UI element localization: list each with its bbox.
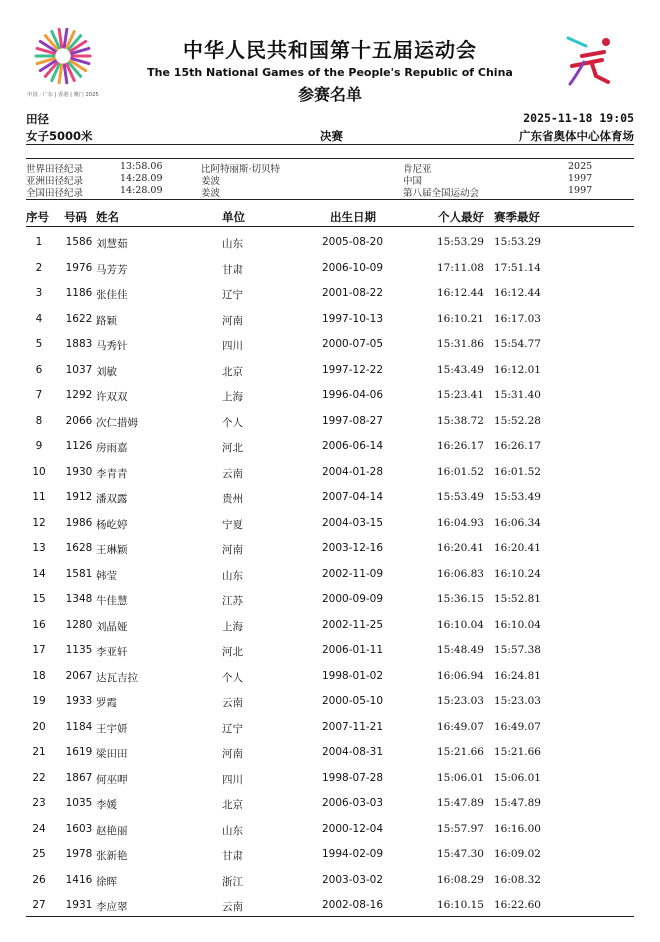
- header-name: 姓名: [96, 210, 119, 224]
- athlete-seq: 13: [32, 542, 46, 554]
- athlete-name: 刘敏: [96, 365, 117, 378]
- athlete-dob: 2004-08-31: [322, 746, 384, 758]
- athlete-bib: 1280: [65, 618, 93, 631]
- athlete-name: 张新艳: [96, 850, 128, 862]
- athlete-name: 牛佳慧: [96, 595, 128, 607]
- header-pb: 个人最好: [438, 210, 484, 224]
- athlete-personal-best: 15:43.49: [437, 363, 484, 376]
- record-row: [26, 185, 634, 197]
- games-title-cn: 中华人民共和国第十五届运动会: [183, 38, 477, 62]
- athlete-dob: 2005-08-20: [322, 236, 384, 248]
- table-row: [26, 612, 634, 638]
- record-type: 世界田径纪录: [26, 164, 84, 175]
- athlete-dob: 2001-08-22: [322, 287, 384, 299]
- record-year: 1997: [568, 173, 593, 184]
- athlete-season-best: 16:49.07: [494, 720, 541, 733]
- athlete-personal-best: 16:08.29: [437, 873, 484, 886]
- athlete-bib: 1933: [65, 695, 93, 707]
- athlete-bib: 1912: [65, 491, 93, 503]
- athlete-unit: 上海: [222, 620, 243, 633]
- athlete-unit: 宁夏: [222, 518, 243, 531]
- athlete-seq: 15: [32, 593, 46, 605]
- athlete-bib: 1976: [65, 261, 93, 274]
- table-row: [26, 382, 634, 408]
- athlete-season-best: 15:53.29: [494, 236, 541, 248]
- athlete-bib: 1978: [65, 848, 93, 860]
- athlete-name: 马芳芳: [96, 263, 128, 276]
- athlete-dob: 2006-01-11: [322, 644, 384, 656]
- athlete-season-best: 15:53.49: [494, 491, 541, 503]
- athlete-dob: 2000-05-10: [322, 695, 384, 707]
- table-row: [26, 663, 634, 689]
- record-year: 2025: [568, 161, 593, 172]
- athlete-unit: 云南: [222, 697, 243, 709]
- athlete-personal-best: 16:10.15: [437, 899, 484, 911]
- athlete-bib: 1135: [65, 644, 93, 656]
- record-time: 14:28.09: [120, 173, 163, 184]
- athlete-seq: 9: [35, 440, 43, 452]
- athlete-bib: 1348: [65, 593, 93, 605]
- athlete-season-best: 16:09.02: [494, 848, 541, 860]
- athlete-seq: 4: [35, 312, 43, 325]
- athlete-bib: 1931: [65, 899, 93, 911]
- document-title: 参赛名单: [297, 85, 362, 104]
- athlete-seq: 25: [32, 848, 46, 860]
- athlete-bib: 1628: [65, 542, 93, 554]
- record-holder: 比阿特丽斯·切贝特: [201, 164, 281, 175]
- athlete-personal-best: 15:47.89: [437, 797, 484, 809]
- athlete-unit: 山东: [222, 238, 243, 250]
- athlete-personal-best: 15:23.03: [437, 695, 484, 707]
- athlete-seq: 11: [32, 491, 46, 503]
- athlete-name: 李亚轩: [96, 646, 128, 658]
- athlete-season-best: 15:21.66: [494, 746, 541, 758]
- athlete-personal-best: 15:53.29: [437, 236, 484, 248]
- athlete-unit: 云南: [222, 467, 243, 480]
- logo-caption: 中国 · 广东 | 香港 | 澳门 2025: [27, 92, 99, 98]
- header-dob: 出生日期: [330, 210, 376, 224]
- athlete-season-best: 16:12.01: [494, 363, 541, 376]
- record-type: 亚洲田径纪录: [26, 176, 84, 187]
- table-row: [26, 357, 634, 383]
- athlete-name: 赵艳丽: [96, 824, 128, 837]
- athlete-dob: 2003-12-16: [322, 542, 384, 554]
- athlete-bib: 1930: [65, 465, 93, 478]
- athlete-name: 徐晖: [96, 875, 117, 888]
- athlete-seq: 12: [32, 516, 46, 529]
- athlete-unit: 河南: [222, 314, 243, 327]
- table-row: [26, 816, 634, 842]
- athlete-dob: 1997-12-22: [322, 363, 384, 376]
- header-sb: 赛季最好: [494, 210, 540, 224]
- table-row: [26, 255, 634, 281]
- table-row: [26, 637, 634, 663]
- athlete-personal-best: 16:06.94: [437, 669, 484, 682]
- table-row: [26, 484, 634, 510]
- round-label: 决赛: [320, 129, 343, 143]
- header-bib: 号码: [64, 210, 87, 224]
- athlete-seq: 23: [32, 797, 46, 809]
- athlete-bib: 1292: [65, 389, 93, 401]
- record-row: [26, 173, 634, 185]
- athlete-dob: 2000-12-04: [322, 822, 384, 835]
- athlete-bib: 1126: [65, 440, 93, 452]
- table-row: [26, 331, 634, 357]
- athlete-season-best: 16:06.34: [494, 516, 541, 529]
- record-place: 中国: [403, 176, 423, 187]
- athlete-dob: 1998-01-02: [322, 669, 384, 682]
- athlete-personal-best: 16:10.21: [437, 312, 484, 325]
- athlete-season-best: 15:52.28: [494, 414, 541, 427]
- athlete-personal-best: 15:06.01: [437, 771, 484, 784]
- athlete-bib: 1619: [65, 746, 93, 758]
- athlete-personal-best: 15:38.72: [437, 414, 484, 427]
- athlete-unit: 河南: [222, 748, 243, 760]
- athlete-dob: 2002-08-16: [322, 899, 384, 911]
- athlete-bib: 1186: [65, 287, 93, 299]
- athlete-season-best: 16:01.52: [494, 465, 541, 478]
- athlete-dob: 2006-03-03: [322, 797, 384, 809]
- athlete-seq: 22: [32, 771, 46, 784]
- athlete-name: 王宇妍: [96, 722, 128, 735]
- athlete-unit: 辽宁: [222, 289, 243, 301]
- athlete-name: 次仁措姆: [96, 416, 138, 429]
- table-row: [26, 408, 634, 434]
- athlete-unit: 辽宁: [222, 722, 243, 735]
- meta-row-2: [26, 128, 634, 145]
- athlete-season-best: 15:06.01: [494, 771, 541, 784]
- athlete-seq: 2: [35, 261, 43, 274]
- athlete-name: 杨屹婷: [96, 518, 128, 531]
- athlete-dob: 2004-03-15: [322, 516, 384, 529]
- table-row: [26, 739, 634, 765]
- athlete-season-best: 15:23.03: [494, 695, 541, 707]
- athlete-dob: 2003-03-02: [322, 873, 384, 886]
- start-list: [26, 229, 634, 918]
- records-table: [26, 158, 634, 200]
- header-seq: 序号: [26, 210, 49, 224]
- table-row: [26, 790, 634, 816]
- athlete-bib: 1986: [65, 516, 93, 529]
- athlete-dob: 1996-04-06: [322, 389, 384, 401]
- athlete-bib: 2066: [65, 414, 93, 427]
- athlete-dob: 1997-08-27: [322, 414, 384, 427]
- athlete-dob: 2002-11-09: [322, 567, 384, 580]
- record-holder: 姜波: [201, 188, 221, 199]
- venue-label: 广东省奥体中心体育场: [519, 129, 634, 143]
- athlete-seq: 14: [32, 567, 46, 580]
- record-time: 13:58.06: [120, 161, 163, 172]
- table-row: [26, 510, 634, 536]
- athlete-name: 刘慧茹: [96, 238, 128, 250]
- athlete-bib: 1037: [65, 363, 93, 376]
- footer-divider: [26, 916, 634, 917]
- table-row: [26, 867, 634, 893]
- table-row: [26, 229, 634, 255]
- athlete-unit: 河北: [222, 442, 243, 454]
- athlete-bib: 1035: [65, 797, 93, 809]
- athlete-unit: 云南: [222, 901, 243, 913]
- athlete-seq: 10: [32, 465, 46, 478]
- athlete-personal-best: 17:11.08: [437, 261, 484, 274]
- header-unit: 单位: [222, 210, 245, 224]
- athlete-seq: 19: [32, 695, 46, 707]
- athlete-personal-best: 15:57.97: [437, 822, 484, 835]
- record-holder: 姜波: [201, 176, 221, 187]
- sport-label: 田径: [26, 112, 49, 126]
- athlete-name: 潘双露: [96, 493, 128, 505]
- athlete-dob: 2006-10-09: [322, 261, 384, 274]
- athlete-unit: 浙江: [222, 875, 243, 888]
- athlete-season-best: 16:16.00: [494, 822, 541, 835]
- athlete-name: 何巫呷: [96, 773, 128, 786]
- athlete-unit: 甘肃: [222, 850, 243, 862]
- athlete-dob: 2004-01-28: [322, 465, 384, 478]
- table-row: [26, 688, 634, 714]
- athlete-dob: 2000-09-09: [322, 593, 384, 605]
- athlete-dob: 2002-11-25: [322, 618, 384, 631]
- athlete-unit: 北京: [222, 365, 243, 378]
- athlete-personal-best: 16:20.41: [437, 542, 484, 554]
- athlete-seq: 20: [32, 720, 46, 733]
- athlete-dob: 2007-11-21: [322, 720, 384, 733]
- athlete-season-best: 16:12.44: [494, 287, 541, 299]
- record-type: 全国田径纪录: [26, 188, 84, 199]
- athlete-dob: 2006-06-14: [322, 440, 384, 452]
- athlete-name: 达瓦吉拉: [96, 671, 138, 684]
- athlete-personal-best: 15:36.15: [437, 593, 484, 605]
- athlete-unit: 贵州: [222, 493, 243, 505]
- table-row: [26, 765, 634, 791]
- header: [0, 34, 660, 79]
- table-row: [26, 459, 634, 485]
- athlete-bib: 1416: [65, 873, 93, 886]
- athlete-season-best: 16:24.81: [494, 669, 541, 682]
- athlete-season-best: 15:31.40: [494, 389, 541, 401]
- athlete-dob: 2007-04-14: [322, 491, 384, 503]
- athlete-personal-best: 16:01.52: [437, 465, 484, 478]
- athlete-unit: 个人: [222, 416, 243, 429]
- athlete-name: 韩莹: [96, 569, 117, 582]
- athlete-seq: 5: [35, 338, 43, 350]
- record-place: 第八届全国运动会: [403, 188, 480, 199]
- record-place: 肯尼亚: [403, 164, 432, 175]
- datetime-label: 2025-11-18 19:05: [523, 111, 634, 125]
- athlete-name: 梁田田: [96, 748, 128, 760]
- athlete-season-best: 16:26.17: [494, 440, 541, 452]
- athlete-season-best: 15:57.38: [494, 644, 541, 656]
- athlete-bib: 1622: [65, 312, 93, 325]
- athlete-seq: 27: [32, 899, 46, 911]
- record-year: 1997: [568, 185, 593, 196]
- athlete-bib: 2067: [65, 669, 93, 682]
- athlete-season-best: 16:10.24: [494, 567, 541, 580]
- athlete-personal-best: 16:26.17: [437, 440, 484, 452]
- athlete-personal-best: 15:53.49: [437, 491, 484, 503]
- athlete-seq: 3: [35, 287, 43, 299]
- athlete-name: 罗霞: [96, 697, 117, 709]
- athlete-season-best: 16:22.60: [494, 899, 541, 911]
- athlete-unit: 个人: [222, 671, 243, 684]
- athlete-name: 张佳佳: [96, 289, 128, 301]
- athlete-personal-best: 15:21.66: [437, 746, 484, 758]
- record-row: [26, 161, 634, 173]
- athlete-personal-best: 16:12.44: [437, 287, 484, 299]
- athlete-personal-best: 15:23.41: [437, 389, 484, 401]
- athlete-bib: 1581: [65, 567, 93, 580]
- athlete-season-best: 16:08.32: [494, 873, 541, 886]
- athlete-bib: 1867: [65, 771, 93, 784]
- athlete-personal-best: 15:47.30: [437, 848, 484, 860]
- athlete-season-best: 15:47.89: [494, 797, 541, 809]
- athlete-season-best: 16:17.03: [494, 312, 541, 325]
- athlete-personal-best: 16:10.04: [437, 618, 484, 631]
- athlete-unit: 山东: [222, 824, 243, 837]
- athlete-seq: 6: [35, 363, 43, 376]
- athlete-unit: 江苏: [222, 595, 243, 607]
- athlete-season-best: 16:10.04: [494, 618, 541, 631]
- table-row: [26, 714, 634, 740]
- athlete-bib: 1883: [65, 338, 93, 350]
- event-label: 女子5000米: [26, 129, 93, 143]
- athlete-personal-best: 15:31.86: [437, 338, 484, 350]
- start-list-header: [26, 207, 634, 227]
- athlete-seq: 16: [32, 618, 46, 631]
- athlete-bib: 1184: [65, 720, 93, 733]
- athlete-personal-best: 15:48.49: [437, 644, 484, 656]
- athlete-personal-best: 16:06.83: [437, 567, 484, 580]
- athlete-dob: 2000-07-05: [322, 338, 384, 350]
- athlete-name: 李媛: [96, 799, 117, 811]
- athlete-season-best: 15:52.81: [494, 593, 541, 605]
- table-row: [26, 586, 634, 612]
- games-title-en: The 15th National Games of the People's Republic of China: [147, 66, 513, 79]
- athlete-season-best: 15:54.77: [494, 338, 541, 350]
- table-row: [26, 535, 634, 561]
- athlete-name: 李青青: [96, 467, 128, 480]
- athlete-dob: 1994-02-09: [322, 848, 384, 860]
- athlete-bib: 1603: [65, 822, 93, 835]
- athlete-season-best: 16:20.41: [494, 542, 541, 554]
- athlete-seq: 7: [35, 389, 43, 401]
- athlete-seq: 1: [35, 236, 43, 248]
- athlete-unit: 上海: [222, 391, 243, 403]
- athlete-dob: 1998-07-28: [322, 771, 384, 784]
- athlete-unit: 河南: [222, 544, 243, 556]
- table-row: [26, 280, 634, 306]
- record-time: 14:28.09: [120, 185, 163, 196]
- athlete-name: 许双双: [96, 391, 128, 403]
- athlete-unit: 四川: [222, 340, 243, 352]
- athlete-unit: 河北: [222, 646, 243, 658]
- athlete-name: 路颖: [96, 314, 117, 327]
- athlete-dob: 1997-10-13: [322, 312, 384, 325]
- athlete-seq: 24: [32, 822, 46, 835]
- athlete-personal-best: 16:49.07: [437, 720, 484, 733]
- athlete-seq: 18: [32, 669, 46, 682]
- athlete-unit: 山东: [222, 569, 243, 582]
- athlete-name: 马秀针: [96, 340, 128, 352]
- athlete-seq: 8: [35, 414, 43, 427]
- athlete-unit: 甘肃: [222, 263, 243, 276]
- athlete-personal-best: 16:04.93: [437, 516, 484, 529]
- athlete-seq: 17: [32, 644, 46, 656]
- table-row: [26, 561, 634, 587]
- table-row: [26, 306, 634, 332]
- table-row: [26, 892, 634, 918]
- athlete-season-best: 17:51.14: [494, 261, 541, 274]
- athlete-name: 王琳颖: [96, 544, 128, 556]
- athlete-unit: 北京: [222, 799, 243, 811]
- table-row: [26, 841, 634, 867]
- athlete-bib: 1586: [65, 236, 93, 248]
- athlete-name: 李应翠: [96, 901, 128, 913]
- athlete-seq: 26: [32, 873, 46, 886]
- athlete-name: 刘晶娅: [96, 620, 128, 633]
- athlete-name: 房雨嘉: [96, 442, 128, 454]
- table-row: [26, 433, 634, 459]
- athlete-unit: 四川: [222, 773, 243, 786]
- athlete-seq: 21: [32, 746, 46, 758]
